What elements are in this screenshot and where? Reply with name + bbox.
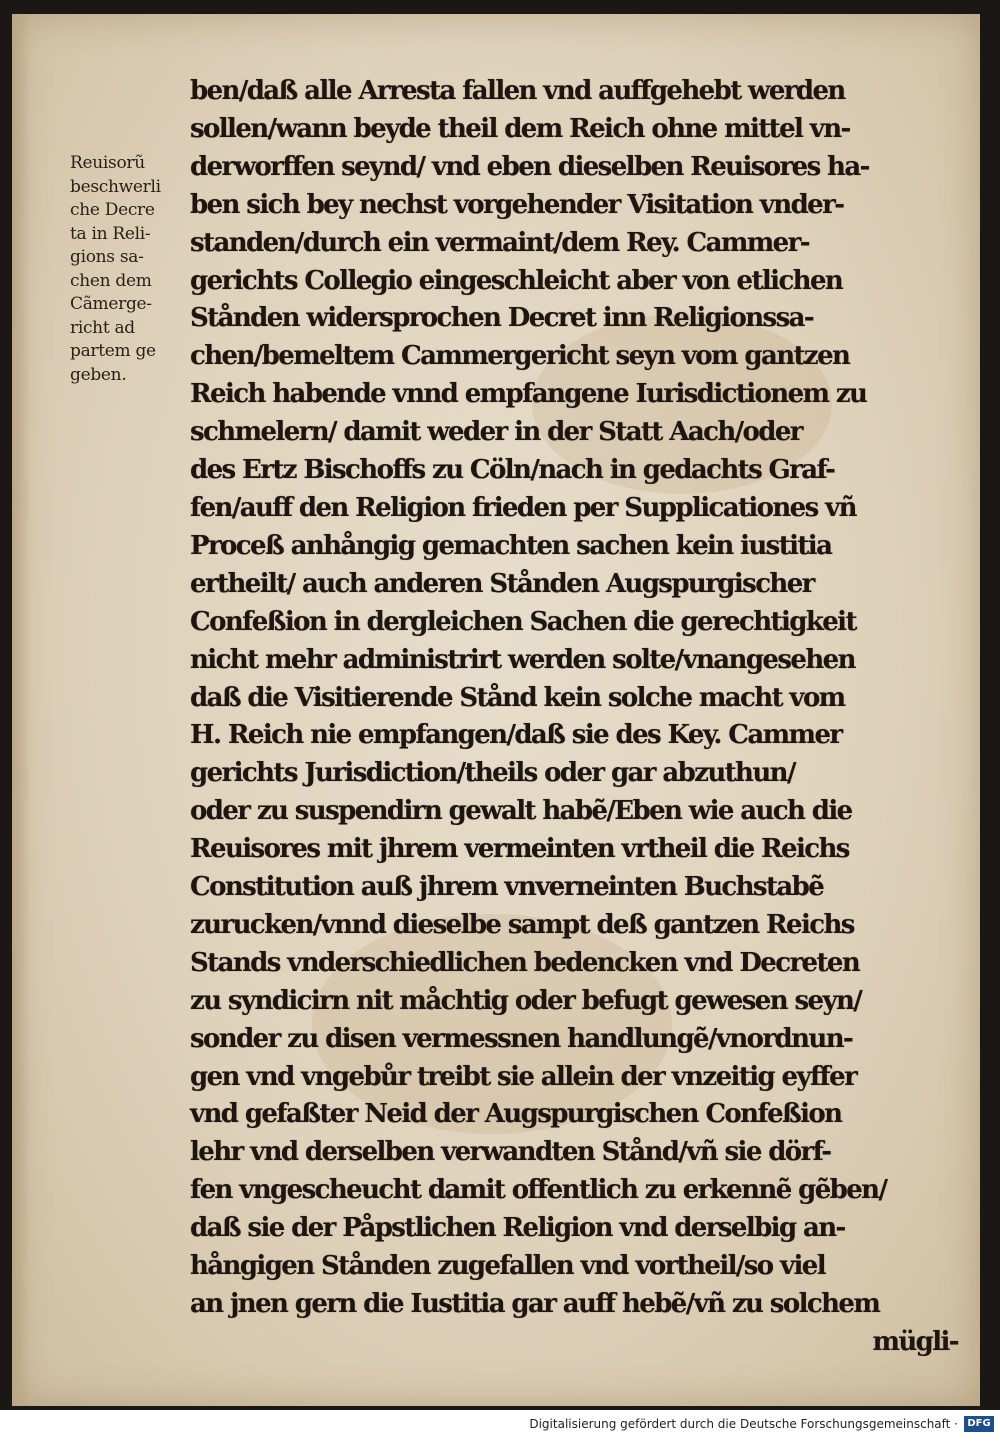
text-line: sollen/wann beyde theil dem Reich ohne mittel vn- [190, 113, 850, 144]
marginal-note-line: Reuisorũ [70, 153, 145, 173]
text-line: ben/daß alle Arresta fallen vnd auffgehebt werden [190, 76, 845, 106]
funding-credit: Digitalisierung gefördert durch die Deutsche Forschungsgemeinschaft · [529, 1417, 958, 1431]
text-line: des Ertz Bischoffs zu Cöln/nach in gedachts Graf- [190, 455, 835, 486]
marginal-note-line: geben. [70, 364, 127, 385]
text-line: H. Reich nie empfangen/daß sie des Key. Cammer [190, 720, 842, 751]
text-line: lehr vnd derselben verwandten Stånd/vñ sie dörf- [190, 1137, 831, 1168]
marginal-note-line: richt ad [70, 317, 135, 338]
catchword: mügli- [872, 1326, 958, 1357]
text-line: ertheilt/ auch anderen Stånden Augspurgischer [190, 568, 814, 599]
text-line: derworffen seynd/ vnd eben dieselben Reuisores ha- [190, 151, 869, 182]
text-line: gerichts Jurisdiction/theils oder gar abzuthun/ [190, 758, 795, 789]
body-text [190, 73, 970, 1362]
text-line: nicht mehr administrirt werden solte/vnangesehen [190, 644, 855, 675]
marginal-note-line: Cãmerge- [70, 294, 152, 314]
text-line: vnd gefaßter Neid der Augspurgischen Confeßion [190, 1099, 842, 1130]
text-line: daß die Visitierende Stånd kein solche macht vom [190, 682, 845, 713]
text-line: sonder zu disen vermessnen handlungẽ/vnordnun- [190, 1023, 853, 1054]
footer-bar [0, 1410, 1000, 1442]
marginal-note-line: beschwerli [70, 176, 161, 197]
marginal-note-line: gions sa- [70, 247, 144, 267]
text-line: schmelern/ damit weder in der Statt Aach/oder [190, 417, 802, 448]
text-line: fen/auff den Religion frieden per Supplicationes vñ [190, 492, 856, 523]
text-line: chen/bemeltem Cammergericht seyn vom gantzen [190, 341, 850, 372]
text-line: Proceß anhångig gemachten sachen kein iustitia [190, 530, 832, 561]
text-line: Stands vnderschiedlichen bedencken vnd Decreten [190, 947, 860, 978]
marginal-note [70, 152, 190, 387]
text-line: gen vnd vngebůr treibt sie allein der vnzeitig eyffer [190, 1061, 857, 1092]
marginal-note-line: chen dem [70, 270, 152, 291]
marginal-note-line: ta in Reli- [70, 223, 151, 244]
text-line: zu syndicirn nit måchtig oder befugt gewesen seyn/ [190, 985, 862, 1016]
text-line: an jnen gern die Iustitia gar auff hebẽ/vñ zu solchem [190, 1289, 880, 1319]
marginal-note-line: partem ge [70, 341, 156, 361]
dfg-logo[interactable]: DFG [964, 1416, 994, 1432]
text-line: fen vngescheucht damit offentlich zu erkennẽ gẽben/ [190, 1175, 887, 1206]
text-line: Reich habende vnnd empfangene Iurisdictionem zu [190, 379, 867, 410]
text-line: standen/durch ein vermaint/dem Rey. Cammer- [190, 227, 809, 258]
text-line: Stånden widersprochen Decret inn Religionssa- [190, 303, 814, 334]
marginal-note-line: che Decre [70, 200, 155, 220]
text-line: Reuisores mit jhrem vermeinten vrtheil die Reichs [190, 834, 849, 865]
text-line: gerichts Collegio eingeschleicht aber von etlichen [190, 265, 843, 296]
text-line: Confeßion in dergleichen Sachen die gerechtigkeit [190, 606, 856, 637]
text-line: hångigen Stånden zugefallen vnd vortheil/so viel [190, 1251, 826, 1282]
text-line: Constitution auß jhrem vnverneinten Buchstabẽ [190, 872, 824, 903]
page-gutter-shadow [12, 14, 30, 1406]
text-line: zurucken/vnnd dieselbe sampt deß gantzen Reichs [190, 909, 854, 940]
text-line: oder zu suspendirn gewalt habẽ/Eben wie auch die [190, 796, 852, 827]
text-line: ben sich bey nechst vorgehender Visitation vnder- [190, 189, 844, 220]
text-line: daß sie der Påpstlichen Religion vnd derselbig an- [190, 1213, 845, 1244]
